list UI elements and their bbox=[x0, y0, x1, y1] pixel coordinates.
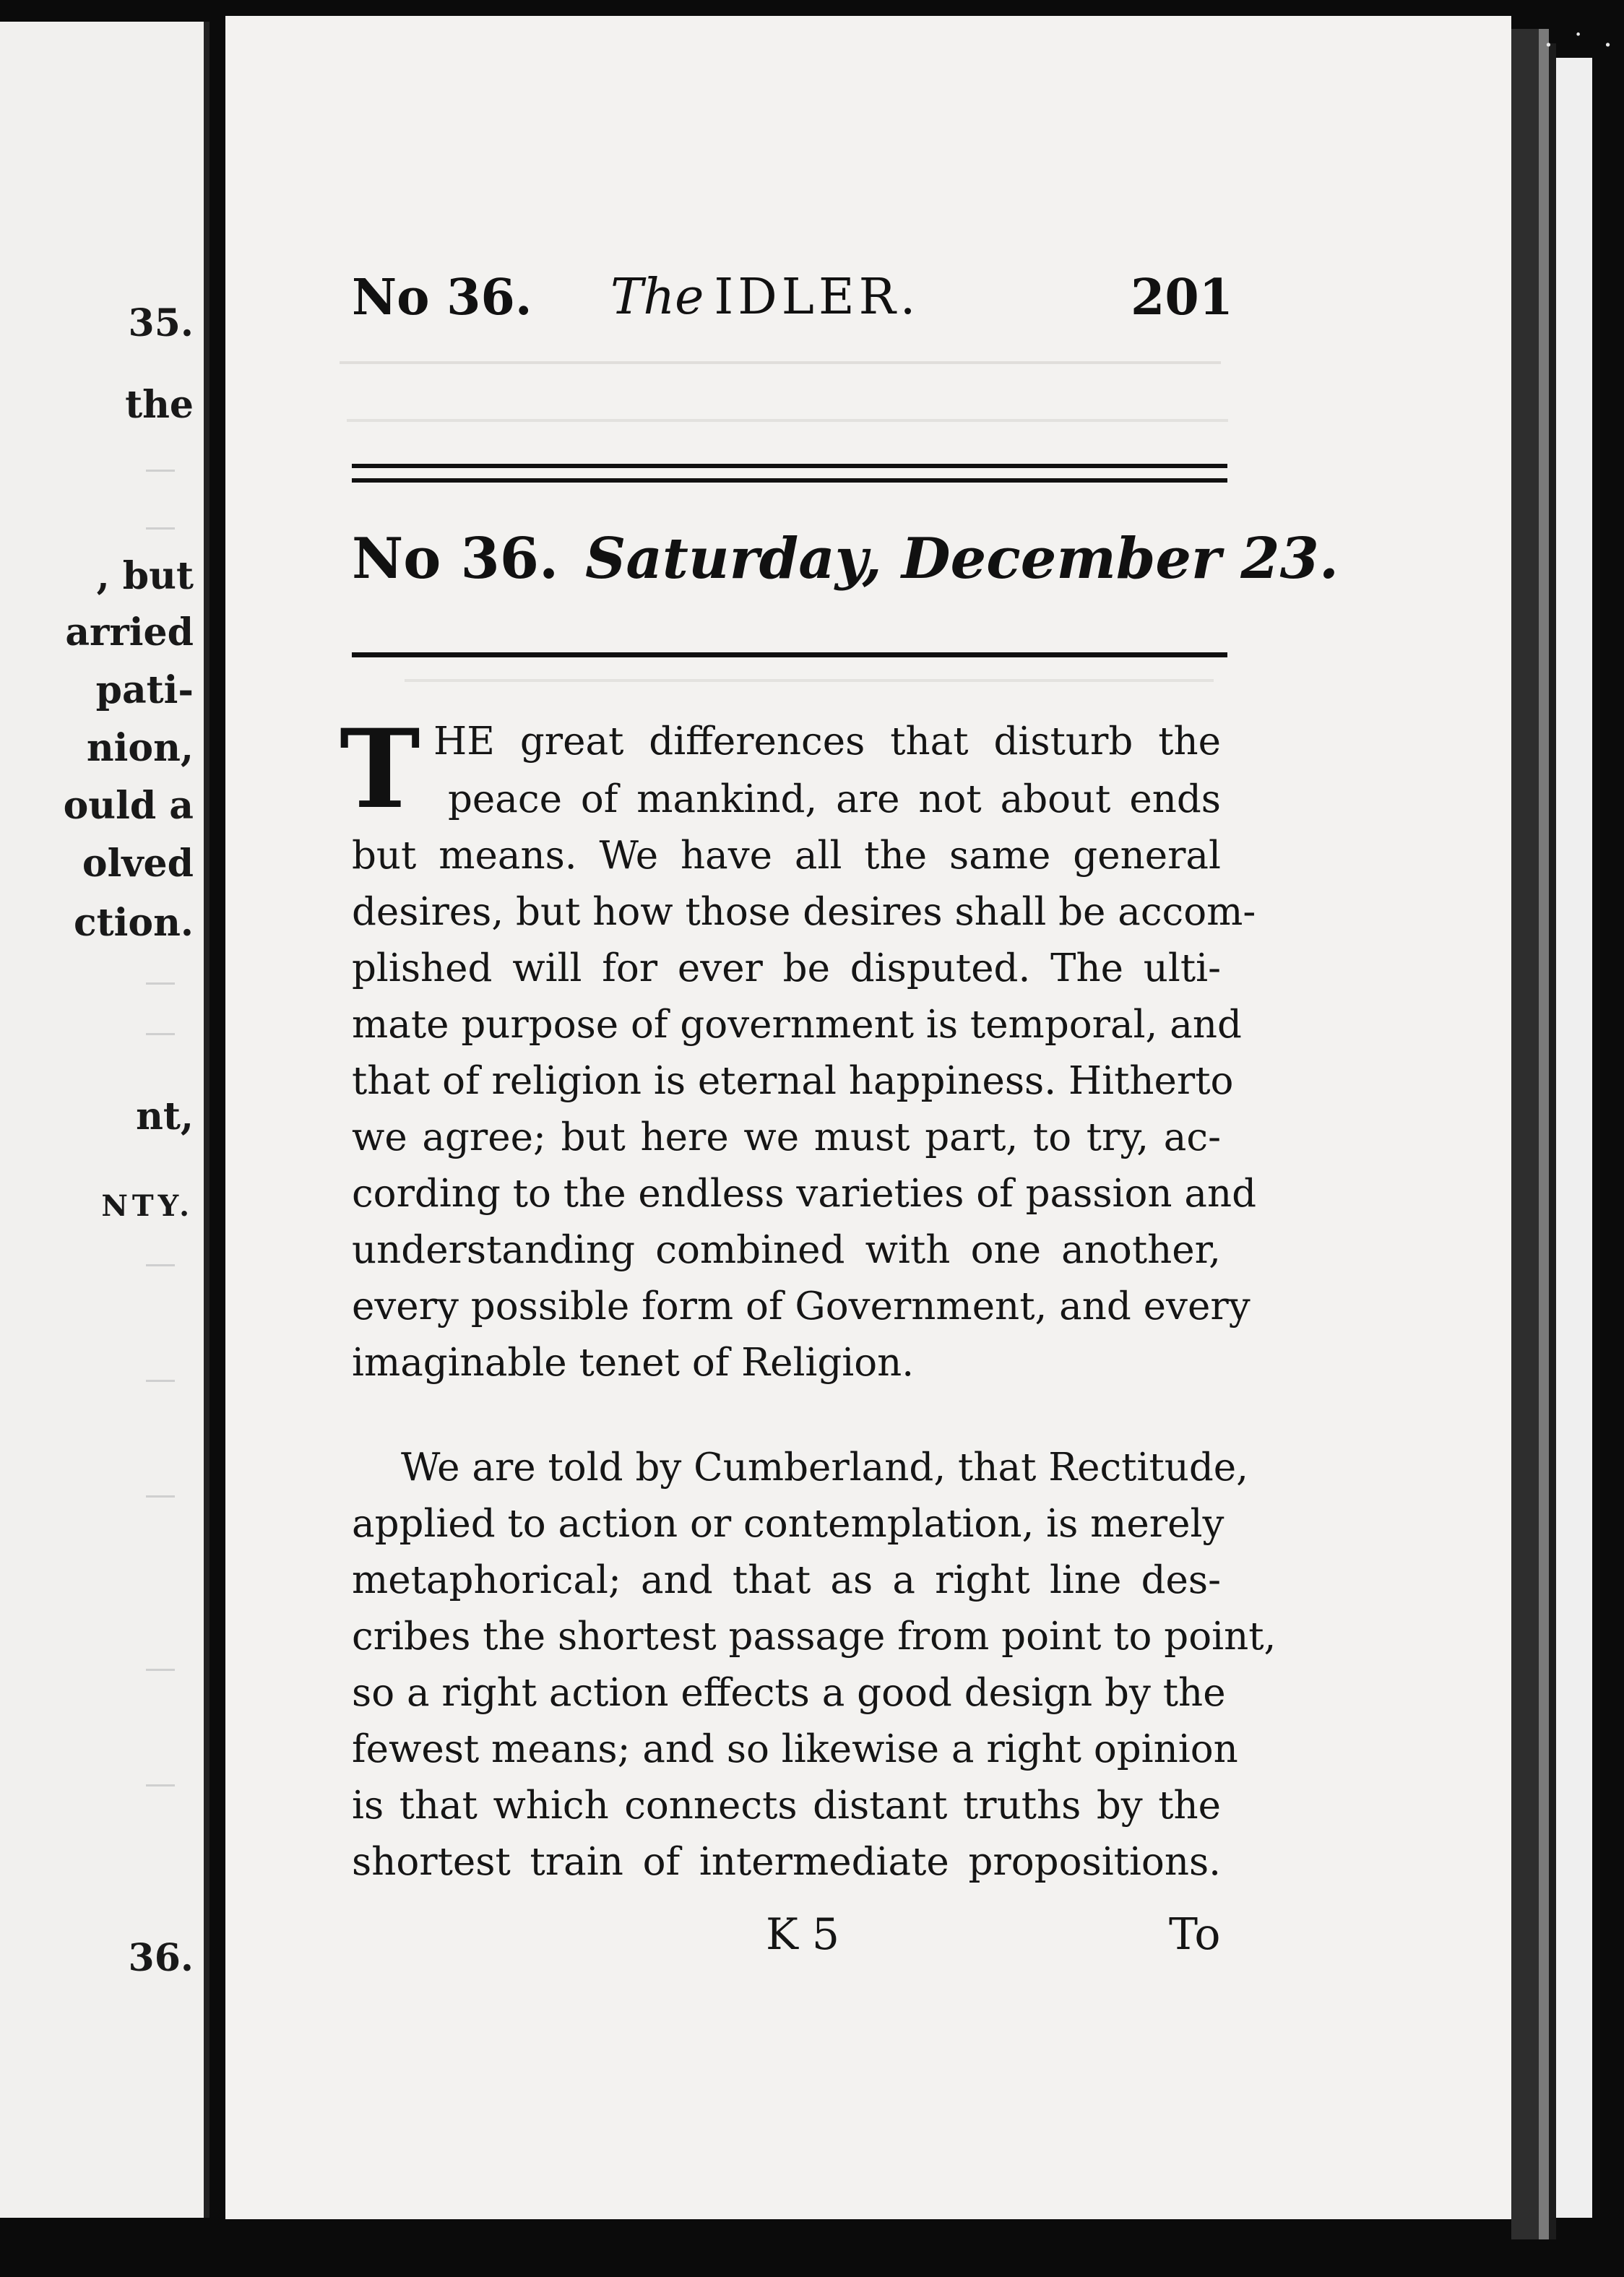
body-line: cording to the endless varieties of passion and bbox=[352, 1172, 1257, 1216]
running-header-number: No 36. bbox=[352, 269, 532, 327]
page-edge-stack bbox=[1539, 29, 1549, 2239]
bleed-through-mark bbox=[146, 470, 175, 472]
body-line: cribes the shortest passage from point to point, bbox=[352, 1615, 1277, 1659]
body-line: so a right action effects a good design by the bbox=[352, 1671, 1226, 1715]
header-rule-bottom bbox=[352, 478, 1227, 483]
body-line: desires, but how those desires shall be accom- bbox=[352, 890, 1256, 934]
issue-heading bbox=[352, 526, 1339, 592]
bleed-through-mark bbox=[146, 527, 175, 530]
body-line: peace of mankind, are not about ends bbox=[448, 777, 1221, 821]
body-line: we agree; but here we must part, to try, ac- bbox=[352, 1115, 1221, 1159]
facing-page-line: nion, bbox=[86, 726, 194, 770]
facing-page-line: arried bbox=[65, 610, 194, 654]
running-header-title-italic: The bbox=[610, 269, 704, 326]
body-line: every possible form of Government, and every bbox=[352, 1284, 1251, 1328]
body-line: fewest means; and so likewise a right opinion bbox=[352, 1727, 1238, 1771]
issue-date: Saturday, December 23. bbox=[584, 526, 1339, 592]
heading-rule bbox=[352, 652, 1227, 657]
signature-mark: K 5 bbox=[766, 1909, 840, 1960]
running-header-title-caps: IDLER. bbox=[714, 269, 920, 326]
body-line: plished will for ever be disputed. The ulti- bbox=[352, 946, 1221, 990]
bleed-through-mark bbox=[146, 1669, 175, 1671]
scan-specks: · ˙ · bbox=[1544, 29, 1617, 62]
facing-page-line: NTY. bbox=[101, 1189, 194, 1223]
page-edge-light bbox=[1556, 58, 1592, 2218]
body-line: understanding combined with one another, bbox=[352, 1228, 1221, 1272]
facing-page-line: pati- bbox=[95, 668, 194, 712]
body-line: HE great differences that disturb the bbox=[433, 720, 1221, 764]
catchword: To bbox=[1169, 1909, 1221, 1960]
facing-page-line: ould a bbox=[63, 784, 194, 828]
bleed-through-mark bbox=[146, 1033, 175, 1035]
bleed-through-mark bbox=[405, 679, 1214, 682]
bleed-through-mark bbox=[146, 1264, 175, 1266]
body-line: applied to action or contemplation, is merely bbox=[352, 1502, 1225, 1546]
facing-page-line: nt, bbox=[136, 1094, 194, 1138]
header-rule-top bbox=[352, 464, 1227, 468]
body-line: shortest train of intermediate propositions. bbox=[352, 1840, 1221, 1884]
bleed-through-mark bbox=[146, 982, 175, 985]
bleed-through-mark bbox=[146, 1380, 175, 1382]
facing-page-fragment bbox=[0, 22, 210, 2218]
bleed-through-mark bbox=[146, 1784, 175, 1786]
facing-page-line: 35. bbox=[128, 301, 194, 345]
facing-page-line: the bbox=[125, 383, 194, 427]
body-line: We are told by Cumberland, that Rectitude, bbox=[401, 1446, 1248, 1490]
facing-page-line: 36. bbox=[128, 1936, 194, 1980]
running-header-title bbox=[610, 269, 920, 326]
body-line: metaphorical; and that as a right line des- bbox=[352, 1558, 1221, 1602]
bleed-through-mark bbox=[340, 361, 1221, 364]
body-line: imaginable tenet of Religion. bbox=[352, 1341, 915, 1385]
facing-page-line: , but bbox=[96, 554, 194, 598]
page-number: 201 bbox=[1131, 269, 1233, 327]
body-line: is that which connects distant truths by the bbox=[352, 1784, 1221, 1828]
facing-page-line: olved bbox=[82, 842, 194, 886]
bleed-through-mark bbox=[146, 1495, 175, 1498]
body-line: that of religion is eternal happiness. Hitherto bbox=[352, 1059, 1234, 1103]
page-edge-shadow bbox=[1511, 29, 1539, 2239]
drop-cap: T bbox=[340, 706, 420, 833]
page-edge-dark bbox=[1549, 43, 1556, 2239]
facing-page-line: ction. bbox=[73, 901, 194, 945]
body-line: but means. We have all the same general bbox=[352, 834, 1221, 878]
issue-number: No 36. bbox=[352, 526, 559, 592]
body-line: mate purpose of government is temporal, and bbox=[352, 1003, 1242, 1047]
bleed-through-mark bbox=[347, 419, 1228, 422]
